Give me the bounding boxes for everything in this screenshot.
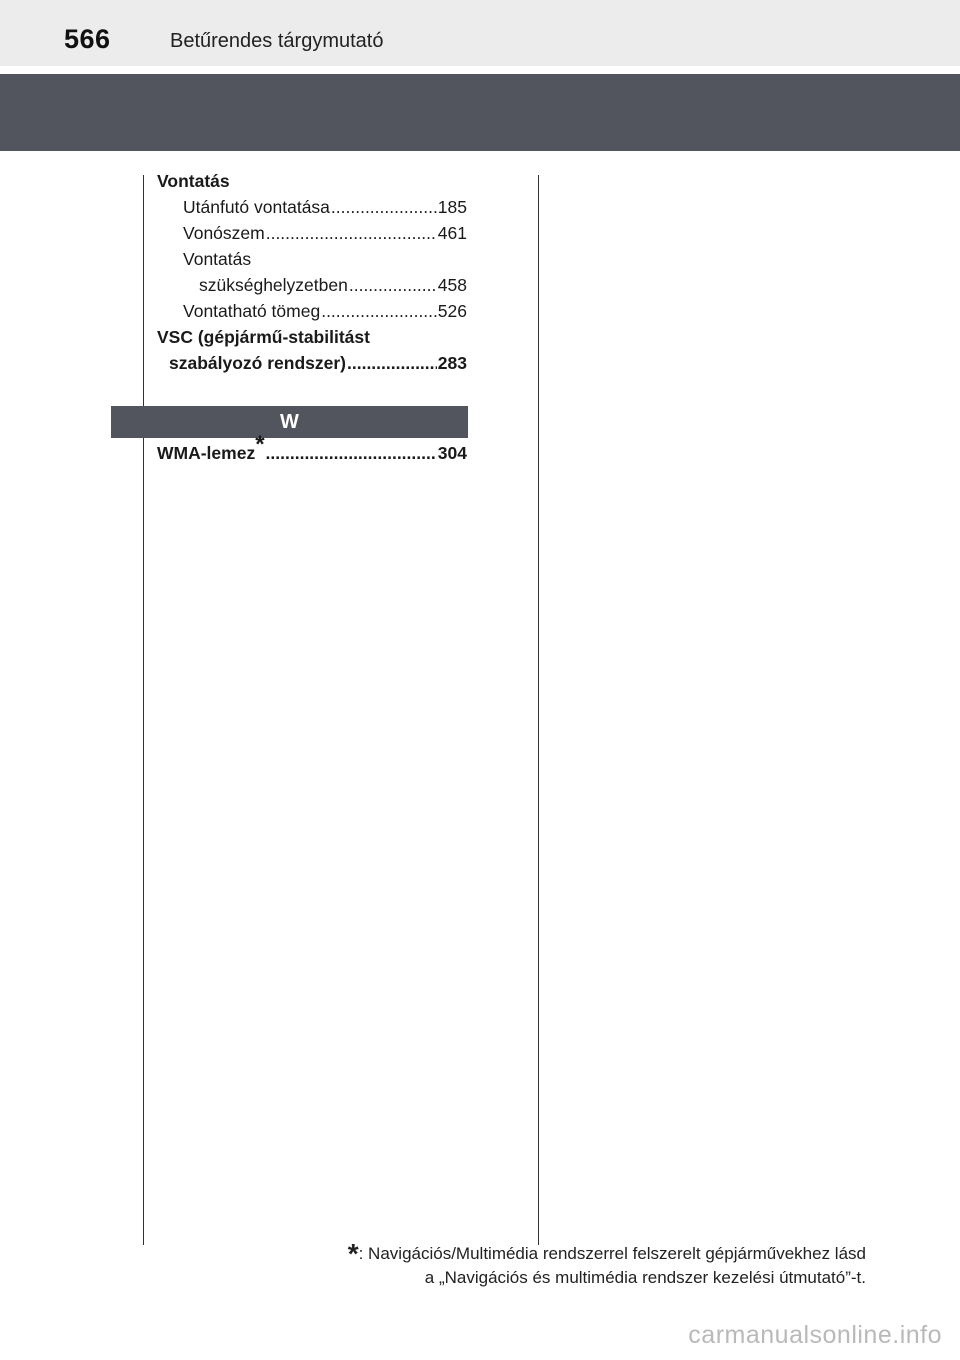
entry-page: 185: [437, 197, 467, 217]
footnote-line-1: *: Navigációs/Multimédia rendszerrel felszerelt gépjárművekhez lásd: [347, 1238, 866, 1269]
letter-divider-label: W: [280, 411, 299, 433]
footnote-line-2: a „Navigációs és multimédia rendszer kezelési útmutató”-t.: [424, 1268, 866, 1287]
index-entry: [157, 194, 467, 220]
index-entry: [157, 220, 467, 246]
entry-label: Vontatható tömeg: [183, 301, 321, 321]
index-column: [157, 168, 467, 376]
footnote: [347, 1238, 866, 1290]
entry-page: 283: [437, 353, 467, 373]
leader-dots: [349, 272, 437, 298]
page-number: 566: [64, 24, 111, 54]
decorative-band: [0, 74, 960, 151]
leader-dots: [266, 440, 437, 466]
index-entry-bold-line: VSC (gépjármű-stabilitást: [157, 327, 370, 347]
entry-page: 304: [437, 443, 467, 463]
watermark: carmanualsonline.info: [688, 1321, 942, 1349]
page-header-title: Betűrendes tárgymutató: [170, 30, 384, 52]
entry-label: WMA-lemez: [157, 443, 256, 463]
index-column-w: [157, 431, 467, 466]
leader-dots: [331, 194, 437, 220]
entry-label-line: Vontatás: [183, 249, 252, 269]
index-entry: [157, 298, 467, 324]
index-entry: [157, 431, 467, 466]
footnote-mark: *: [255, 431, 265, 458]
entry-label: Utánfutó vontatása: [183, 197, 330, 217]
leader-dots: [266, 220, 437, 246]
page-header-bar: [0, 0, 960, 66]
entry-page: 526: [437, 301, 467, 321]
entry-page: 458: [437, 275, 467, 295]
column-divider-middle: [538, 175, 539, 1245]
leader-dots: [347, 350, 437, 376]
entry-label: szabályozó rendszer): [169, 353, 346, 373]
letter-divider: [111, 406, 468, 438]
column-divider-left: [143, 175, 144, 1245]
leader-dots: [321, 298, 437, 324]
footnote-mark: *: [347, 1238, 359, 1269]
entry-label: szükséghelyzetben: [199, 275, 348, 295]
entry-label: Vonószem: [183, 223, 265, 243]
index-entry: [157, 272, 467, 298]
entry-page: 461: [437, 223, 467, 243]
index-entry: [157, 350, 467, 376]
index-heading: Vontatás: [157, 171, 230, 191]
